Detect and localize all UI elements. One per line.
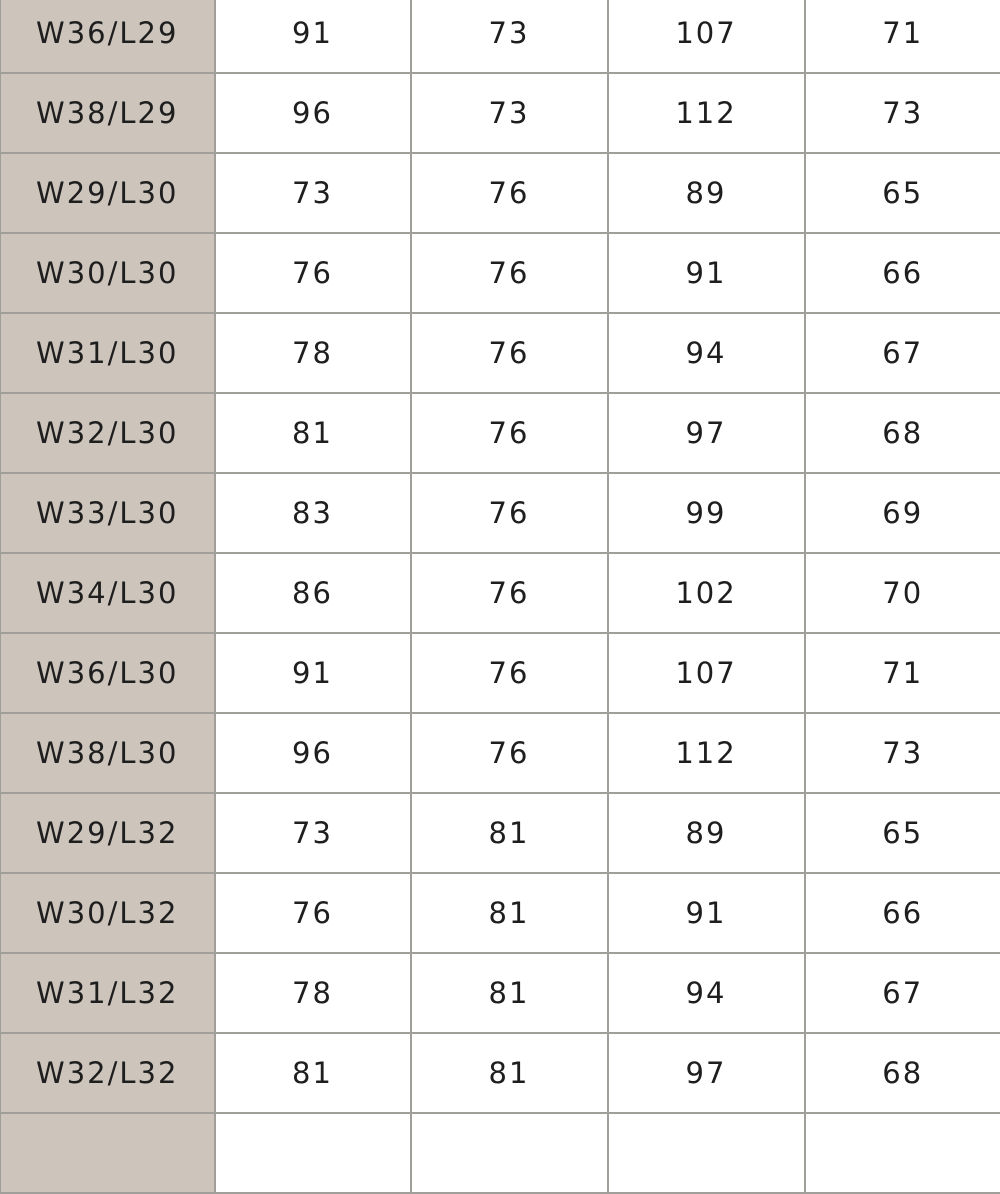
table-row	[1, 0, 1000, 73]
measurement-cell: 81	[215, 393, 411, 473]
measurement-cell: 76	[411, 633, 608, 713]
measurement-cell: 81	[411, 873, 608, 953]
measurement-cell: 76	[411, 233, 608, 313]
table-row	[1, 313, 1000, 393]
measurement-cell: 91	[608, 873, 805, 953]
measurement-cell: 91	[215, 633, 411, 713]
measurement-cell: 112	[608, 713, 805, 793]
measurement-cell: 89	[608, 153, 805, 233]
measurement-cell: 68	[805, 1033, 1000, 1113]
measurement-cell: 76	[215, 233, 411, 313]
measurement-cell: 67	[805, 313, 1000, 393]
measurement-cell: 81	[215, 1033, 411, 1113]
measurement-cell: 81	[411, 793, 608, 873]
measurement-cell: 70	[805, 553, 1000, 633]
measurement-cell	[805, 1113, 1000, 1193]
measurement-cell: 97	[608, 393, 805, 473]
measurement-cell: 66	[805, 233, 1000, 313]
table-row	[1, 953, 1000, 1033]
table-row	[1, 793, 1000, 873]
size-label-cell: W31/L30	[1, 313, 215, 393]
measurement-cell: 73	[215, 793, 411, 873]
table-row	[1, 73, 1000, 153]
measurement-cell: 76	[215, 873, 411, 953]
measurement-cell: 94	[608, 953, 805, 1033]
measurement-cell: 96	[215, 73, 411, 153]
measurement-cell: 76	[411, 153, 608, 233]
size-label-cell: W31/L32	[1, 953, 215, 1033]
measurement-cell: 67	[805, 953, 1000, 1033]
measurement-cell	[411, 1113, 608, 1193]
measurement-cell: 91	[215, 0, 411, 73]
size-label-cell: W36/L30	[1, 633, 215, 713]
measurement-cell: 69	[805, 473, 1000, 553]
measurement-cell	[608, 1113, 805, 1193]
measurement-cell: 78	[215, 313, 411, 393]
measurement-cell: 76	[411, 713, 608, 793]
measurement-cell: 73	[215, 153, 411, 233]
table-row	[1, 473, 1000, 553]
measurement-cell: 73	[411, 0, 608, 73]
measurement-cell: 78	[215, 953, 411, 1033]
table-row	[1, 553, 1000, 633]
measurement-cell: 76	[411, 473, 608, 553]
size-label-cell: W29/L32	[1, 793, 215, 873]
table-row	[1, 393, 1000, 473]
measurement-cell: 102	[608, 553, 805, 633]
table-row	[1, 153, 1000, 233]
measurement-cell: 86	[215, 553, 411, 633]
table-row	[1, 873, 1000, 953]
table-row	[1, 633, 1000, 713]
size-label-cell: W30/L30	[1, 233, 215, 313]
measurement-cell: 112	[608, 73, 805, 153]
measurement-cell: 76	[411, 313, 608, 393]
measurement-cell: 73	[411, 73, 608, 153]
size-label-cell: W36/L29	[1, 0, 215, 73]
size-chart-body	[1, 0, 1000, 1193]
table-row	[1, 1113, 1000, 1193]
measurement-cell: 76	[411, 393, 608, 473]
measurement-cell: 91	[608, 233, 805, 313]
measurement-cell: 96	[215, 713, 411, 793]
measurement-cell: 99	[608, 473, 805, 553]
size-label-cell: W38/L29	[1, 73, 215, 153]
measurement-cell	[215, 1113, 411, 1193]
measurement-cell: 66	[805, 873, 1000, 953]
measurement-cell: 65	[805, 153, 1000, 233]
measurement-cell: 89	[608, 793, 805, 873]
measurement-cell: 81	[411, 1033, 608, 1113]
size-label-cell: W32/L32	[1, 1033, 215, 1113]
size-label-cell: W29/L30	[1, 153, 215, 233]
measurement-cell: 81	[411, 953, 608, 1033]
measurement-cell: 76	[411, 553, 608, 633]
measurement-cell: 73	[805, 713, 1000, 793]
measurement-cell: 107	[608, 0, 805, 73]
size-label-cell	[1, 1113, 215, 1193]
measurement-cell: 65	[805, 793, 1000, 873]
measurement-cell: 97	[608, 1033, 805, 1113]
measurement-cell: 94	[608, 313, 805, 393]
size-label-cell: W38/L30	[1, 713, 215, 793]
size-label-cell: W34/L30	[1, 553, 215, 633]
size-label-cell: W33/L30	[1, 473, 215, 553]
measurement-cell: 73	[805, 73, 1000, 153]
measurement-cell: 71	[805, 633, 1000, 713]
table-row	[1, 713, 1000, 793]
size-label-cell: W30/L32	[1, 873, 215, 953]
table-row	[1, 233, 1000, 313]
measurement-cell: 83	[215, 473, 411, 553]
measurement-cell: 71	[805, 0, 1000, 73]
measurement-cell: 68	[805, 393, 1000, 473]
size-label-cell: W32/L30	[1, 393, 215, 473]
table-row	[1, 1033, 1000, 1113]
measurement-cell: 107	[608, 633, 805, 713]
